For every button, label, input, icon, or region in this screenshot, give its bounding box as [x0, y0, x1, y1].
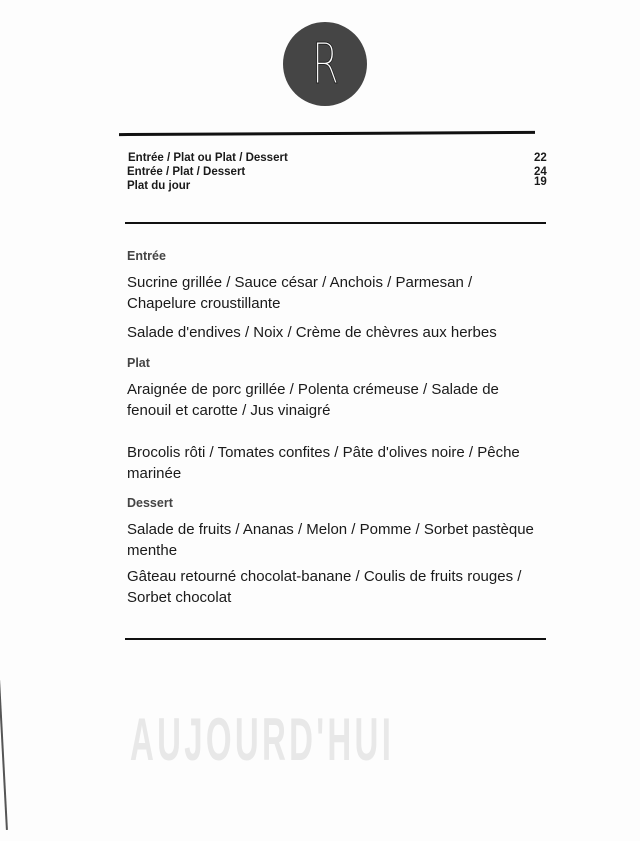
- section-title-entree: Entrée: [127, 249, 166, 263]
- dish: Gâteau retourné chocolat-banane / Coulis de fruits rouges / Sorbet chocolat: [127, 568, 522, 606]
- dish: Araignée de porc grillée / Polenta crémeuse / Salade de fenouil et carotte / Jus vinaigré: [127, 381, 499, 419]
- formula-row: [127, 166, 547, 178]
- formula-row: [127, 176, 547, 192]
- restaurant-logo: [283, 22, 367, 106]
- page-edge: [0, 680, 8, 830]
- formula-label: Entrée / Plat / Dessert: [127, 166, 246, 178]
- formula-row: [128, 152, 547, 164]
- section-title-plat: Plat: [127, 356, 150, 370]
- faded-watermark: AUJOURD'HUI: [130, 706, 395, 773]
- dish: Sucrine grillée / Sauce césar / Anchois / Parmesan / Chapelure croustillante: [127, 274, 473, 312]
- formula-label: Entrée / Plat ou Plat / Dessert: [128, 152, 288, 164]
- formula-label: Plat du jour: [127, 180, 191, 192]
- formula-price: 24: [534, 166, 547, 178]
- formula-price: 19: [534, 176, 547, 188]
- divider: [125, 222, 546, 224]
- divider: [119, 131, 535, 136]
- section-title-dessert: Dessert: [127, 496, 173, 510]
- dish: Salade d'endives / Noix / Crème de chèvres aux herbes: [127, 324, 497, 341]
- formula-price: 22: [534, 152, 547, 164]
- divider: [125, 638, 546, 640]
- dish: Salade de fruits / Ananas / Melon / Pomme / Sorbet pastèque menthe: [127, 521, 534, 559]
- cropped-header-text: [120, 0, 540, 8]
- logo-letter: R: [311, 31, 339, 97]
- dish: Brocolis rôti / Tomates confites / Pâte d'olives noire / Pêche marinée: [127, 444, 520, 482]
